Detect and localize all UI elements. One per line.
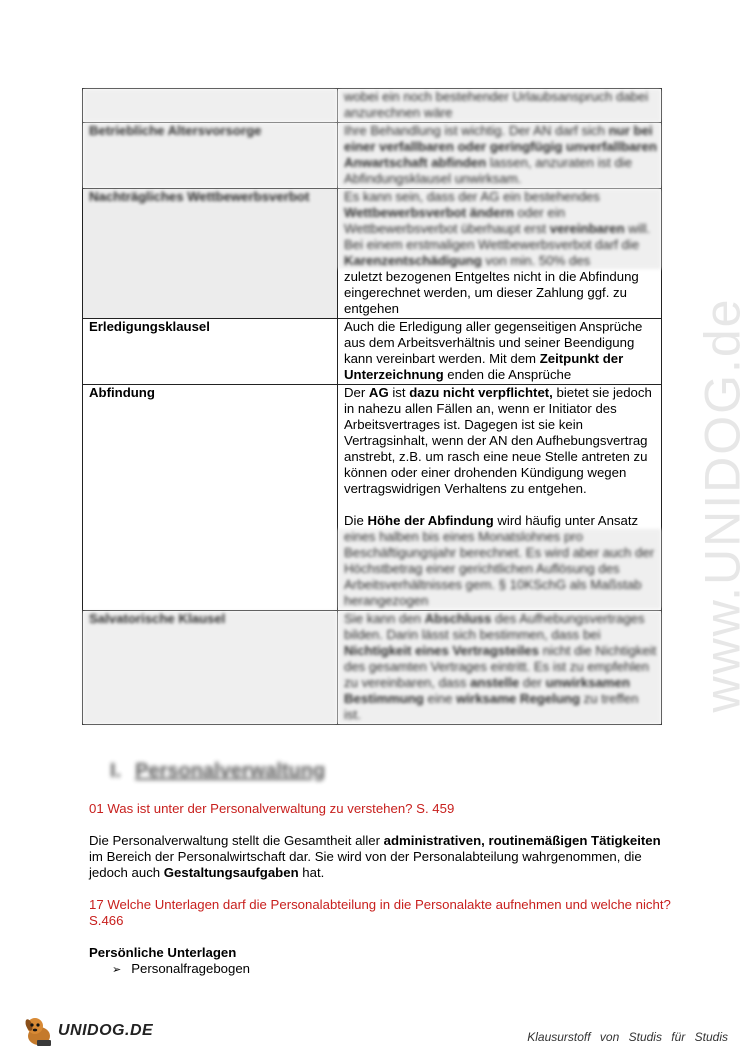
- row-text: Sie kann den Abschluss des Aufhebungsvertrages bilden. Darin lässt sich bestimmen, dass bei Nichtigkeit eines Vertragsteiles nicht die Nichtigkeit des gesamten Vertrages eintritt. Es ist zu empfehlen zu vereinbaren, dass anstelle der unwirksamen Bestimmung eine wirksame Regelung zu treffen ist.: [338, 611, 662, 725]
- row-label: [83, 89, 338, 123]
- table-row: [83, 189, 662, 319]
- table-row: [83, 611, 662, 725]
- row-label: Abfindung: [83, 385, 338, 611]
- table-row: [83, 385, 662, 611]
- dog-mascot-icon: [22, 1014, 56, 1048]
- row-label: Erledigungsklausel: [83, 319, 338, 385]
- watermark-text: www.UNIDOG.de: [694, 297, 750, 713]
- answer-01: Die Personalverwaltung stellt die Gesamtheit aller administrativen, routinemäßigen Tätigkeiten im Bereich der Personalwirtschaft dar. Sie wird von der Personalabteilung wahrgenommen, die jedoch auch Gestaltungsaufgaben hat.: [89, 833, 661, 880]
- row-label: Nachträgliches Wettbewerbsverbot: [83, 189, 338, 319]
- section-heading: [110, 760, 325, 783]
- row-label: Betriebliche Altersvorsorge: [83, 123, 338, 189]
- question-17: 17 Welche Unterlagen darf die Personalabteilung in die Personalakte aufnehmen und welche nicht? S.466: [89, 897, 671, 928]
- logo-text: UNIDOG.DE: [58, 1022, 154, 1039]
- watermark: [692, 270, 750, 740]
- subheading: Persönliche Unterlagen: [89, 945, 237, 960]
- section-number: I.: [110, 760, 122, 782]
- unidog-logo: [22, 1014, 153, 1048]
- row-text: Der AG ist dazu nicht verpflichtet, bietet sie jedoch in nahezu allen Fällen an, wenn er Initiator des Arbeitsvertrages ist. Dagegen ist sie kein Vertragsinhalt, wenn der AN den Aufhebungsvertrag anstrebt, z.B. um rasch eine neue Stelle antreten zu können oder einer drohenden Kündigung wegen vertragswidrigen Verhaltens zu entgehen. Die Höhe der Abfindung wird häufig unter Ansatz eines halben bis eines Monatslohnes pro Beschäftigungsjahr berechnet. Es wird aber auch der Höchstbetrag einer gerichtlichen Auflösung des Arbeitsverhältnisses gem. § 10KSchG als Maßstab herangezogen: [338, 385, 662, 611]
- row-text: Ihre Behandlung ist wichtig. Der AN darf sich nur bei einer verfallbaren oder geringfügig unverfallbaren Anwartschaft abfinden lassen, anzuraten ist die Abfindungsklausel unwirksam.: [338, 123, 662, 189]
- question-01: 01 Was ist unter der Personalverwaltung zu verstehen? S. 459: [89, 801, 455, 816]
- list-item-text: Personalfragebogen: [131, 961, 250, 976]
- list-item: [112, 961, 250, 976]
- table-row: [83, 319, 662, 385]
- table-row: [83, 123, 662, 189]
- section-title: Personalverwaltung: [135, 760, 326, 782]
- row-text: wobei ein noch bestehender Urlaubsanspruch dabei anzurechnen wäre: [338, 89, 662, 123]
- table-row: [83, 89, 662, 123]
- row-text: Auch die Erledigung aller gegenseitigen Ansprüche aus dem Arbeitsverhältnis und seiner Beendigung kann vereinbart werden. Mit dem Zeitpunkt der Unterzeichnung enden die Ansprüche: [338, 319, 662, 385]
- row-text: Es kann sein, dass der AG ein bestehendes Wettbewerbsverbot ändern oder ein Wettbewerbsverbot überhaupt erst vereinbaren will. Bei einem erstmaligen Wettbewerbsverbot darf die Karenzentschädigung von min. 50% des zuletzt bezogenen Entgeltes nicht in die Abfindung eingerechnet werden, um dieser Zahlung ggf. zu entgehen: [338, 189, 662, 319]
- footer-tagline: Klausurstoff von Studis für Studis: [527, 1030, 728, 1044]
- arrow-bullet-icon: ➢: [112, 964, 122, 976]
- row-label: Salvatorische Klausel: [83, 611, 338, 725]
- contract-clauses-table: [82, 88, 662, 725]
